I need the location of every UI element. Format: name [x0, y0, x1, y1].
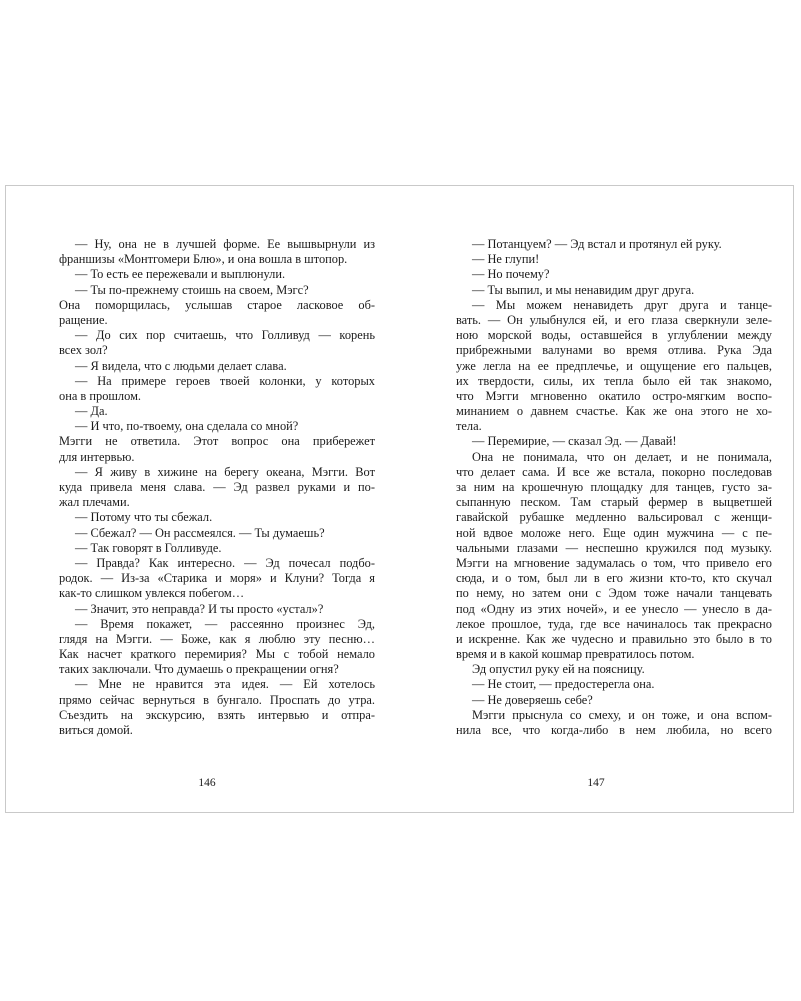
text-line: — Правда? Как интересно. — Эд почесал подбо-: [75, 555, 375, 570]
text-line: как-то слишком увлекся побегом…: [59, 586, 245, 601]
text-line: всех зол?: [59, 343, 108, 358]
text-line: Мэгги на мгновение задумалась о том, что привело его: [456, 555, 772, 570]
text-line: таких заключали. Что думаешь о прекращении огня?: [59, 662, 339, 677]
text-line: гавайской рубашке медленно вальсировал с женщи-: [456, 510, 772, 525]
text-line: ращение.: [59, 312, 108, 327]
text-line: Она поморщилась, услышав старое ласковое об-: [59, 297, 375, 312]
text-line: ной вдвое моложе него. Еще один мужчина — с пе-: [456, 525, 772, 540]
text-line: тела.: [456, 419, 482, 434]
text-line: — Значит, это неправда? И ты просто «устал»?: [75, 601, 324, 616]
text-line: и искренне. Как же чудесно и правильно это было в то: [456, 631, 772, 646]
text-line: виться домой.: [59, 723, 133, 737]
text-line: Как насчет краткого перемирия? Мы с тобой немало: [59, 647, 375, 662]
text-line: вать. — Он улыбнулся ей, и его глаза сверкнули зеле-: [456, 312, 772, 327]
right-page-number: 147: [587, 777, 605, 789]
text-line: Мэгги не ответила. Этот вопрос она прибережет: [59, 434, 375, 449]
text-line: ною морской воды, оставшейся в углублении между: [456, 328, 772, 343]
text-line: Она не понимала, что он делает, и не понимала,: [472, 449, 772, 464]
text-line: жал плечами.: [59, 495, 130, 510]
text-line: — Но почему?: [472, 267, 550, 282]
text-line: она в прошлом.: [59, 388, 142, 403]
text-line: — Мне не нравится эта идея. — Ей хотелось: [75, 677, 375, 692]
text-line: за ним на крошечную площадку для танцев, густо за-: [456, 480, 772, 494]
text-line: минанием о давнем счастье. Как же она этого не хо-: [456, 404, 772, 419]
text-line: франшизы «Монтгомери Блю», и она вошла в штопор.: [59, 252, 348, 267]
text-line: лекое прошлое, туда, где все начиналось так прекрасно: [456, 616, 772, 631]
text-line: сыпанную песком. Там старый фермер в выцветшей: [456, 495, 772, 510]
text-line: их твердости, силы, их тепла было ей так знакомо,: [456, 373, 772, 388]
text-line: — Я живу в хижине на берегу океана, Мэгги. Вот: [75, 464, 375, 479]
text-line: время и в какой кошмар превратилось потом.: [456, 647, 695, 662]
text-line: — Да.: [75, 404, 108, 419]
text-line: глядя на Мэгги. — Боже, как я люблю эту песню…: [59, 631, 375, 646]
text-line: родок. — Из-за «Старика и моря» и Клуни? Тогда я: [59, 571, 375, 586]
text-line: прибрежными валунами во время отлива. Рука Эда: [456, 343, 772, 358]
text-line: чальными глазами — неспешно кружился под музыку.: [456, 540, 772, 555]
text-line: Эд опустил руку ей на поясницу.: [472, 662, 645, 677]
text-line: — Время покажет, — рассеянно произнес Эд,: [75, 616, 375, 631]
text-line: — Ты по-прежнему стоишь на своем, Мэгс?: [75, 282, 309, 297]
text-line: — Я видела, что с людьми делает слава.: [75, 358, 287, 373]
text-line: — То есть ее пережевали и выплюнули.: [75, 267, 286, 282]
text-line: нила все, что когда-либо в нем любила, но всего: [456, 723, 772, 737]
left-page-number: 146: [198, 777, 216, 789]
text-line: под «Одну из этих ночей», и ее унесло — унесло в да-: [456, 601, 772, 616]
text-line: — Потанцуем? — Эд встал и протянул ей руку.: [472, 237, 722, 251]
text-line: — И что, по-твоему, она сделала со мной?: [75, 419, 299, 434]
right-page-text: [456, 237, 772, 738]
text-line: что делает сама. И все же встала, покорно последовав: [456, 464, 772, 479]
text-line: — Перемирие, — сказал Эд. — Давай!: [472, 434, 677, 449]
text-line: Съездить на экскурсию, взять интервью и отпра-: [59, 707, 375, 722]
text-line: — Потому что ты сбежал.: [75, 510, 213, 525]
text-line: — Ну, она не в лучшей форме. Ее вышвырнули из: [75, 237, 375, 251]
text-line: — Ты выпил, и мы ненавидим друг друга.: [472, 282, 695, 297]
text-line: — На примере героев твоей колонки, у которых: [75, 373, 375, 388]
text-line: — Мы можем ненавидеть друг друга и танце-: [472, 297, 772, 312]
text-line: для интервью.: [59, 449, 135, 464]
text-line: — Не стоит, — предостерегла она.: [472, 677, 655, 692]
text-line: по нему, но затем они с Эдом тоже начали танцевать: [456, 586, 772, 601]
text-line: — Так говорят в Голливуде.: [75, 540, 222, 555]
text-line: что Мэгги мгновенно окатило остро-мягким воспо-: [456, 388, 772, 403]
text-line: — Не глупи!: [472, 252, 540, 267]
text-line: прямо сейчас вернуться в бунгало. Проспать до утра.: [59, 692, 375, 707]
text-line: куда привела меня слава. — Эд развел руками и по-: [59, 480, 375, 494]
text-line: сюда, и о том, был ли в его жизни кто-то, кто скучал: [456, 571, 772, 586]
left-page-text: [59, 237, 375, 738]
text-line: Мэгги прыснула со смеху, и он тоже, и она вспом-: [472, 707, 772, 722]
text-line: — Сбежал? — Он рассмеялся. — Ты думаешь?: [75, 525, 325, 540]
text-line: — Не доверяешь себе?: [472, 692, 593, 707]
text-line: уже легла на ее предплечье, и ощущение его пальцев,: [456, 358, 772, 373]
text-line: — До сих пор считаешь, что Голливуд — корень: [75, 328, 375, 343]
